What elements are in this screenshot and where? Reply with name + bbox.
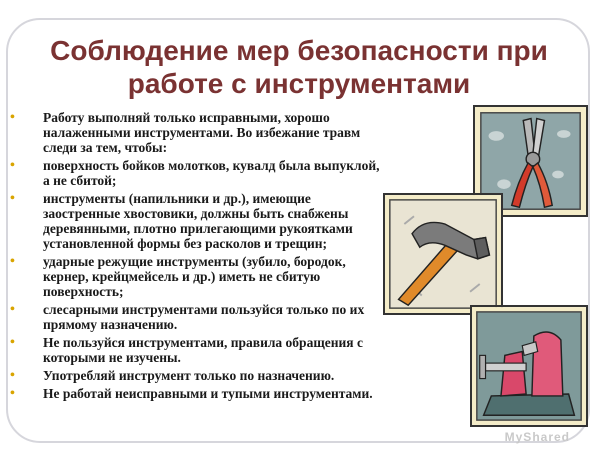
list-item: • инструменты (напильники и др.), имеющие заостренные хвостовики, должны быть снабжены деревянными, плотно прилегающими рукоятками установленной формы без расколов и трещин; <box>10 191 353 251</box>
bullet-dot-icon: • <box>10 158 15 173</box>
list-item: • Употребляй инструмент только по назначению. <box>10 368 335 383</box>
list-item: • поверхность бойков молотков, кувалд была выпуклой, а не сбитой; <box>10 158 380 188</box>
watermark-text: MyShared <box>504 430 570 444</box>
bullet-list <box>10 110 382 404</box>
bullet-dot-icon: • <box>10 335 15 350</box>
bullet-dot-icon: • <box>10 110 15 125</box>
hammer-icon <box>383 193 503 315</box>
slide-title: Соблюдение мер безопасности при работе с инструментами <box>50 35 548 99</box>
bullet-dot-icon: • <box>10 386 15 401</box>
bullet-dot-icon: • <box>10 368 15 383</box>
bullet-dot-icon: • <box>10 254 15 269</box>
vise-icon <box>470 305 588 427</box>
list-item: • Работу выполняй только исправными, хорошо налаженными инструментами. Во избежание травм следи за тем, чтобы: <box>10 110 361 155</box>
bullet-dot-icon: • <box>10 191 15 206</box>
list-item: • Не работай неисправными и тупыми инструментами. <box>10 386 373 401</box>
list-item: • Не пользуйся инструментами, правила обращения с которыми не изучены. <box>10 335 363 365</box>
bullet-dot-icon: • <box>10 302 15 317</box>
list-item: • слесарными инструментами пользуйся только по их прямому назначению. <box>10 302 365 332</box>
list-item: • ударные режущие инструменты (зубило, бородок, кернер, крейцмейсель и др.) иметь не сбитую поверхность; <box>10 254 346 299</box>
